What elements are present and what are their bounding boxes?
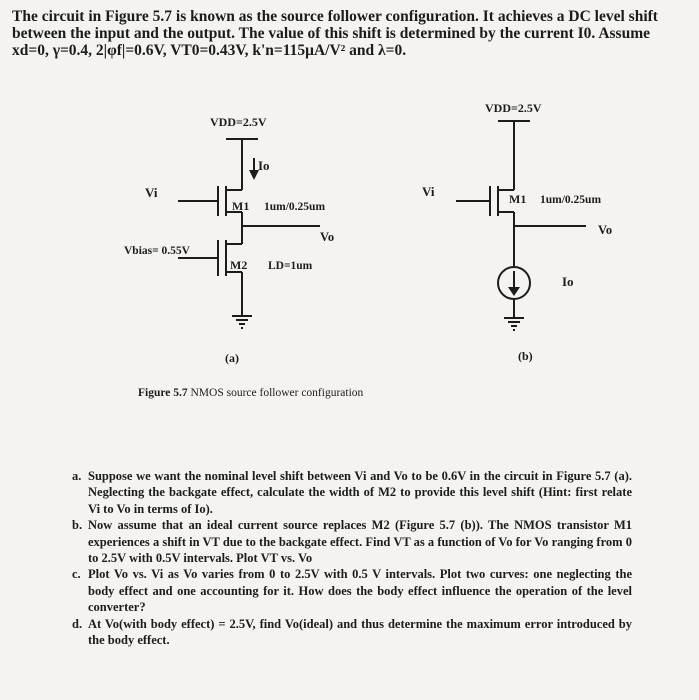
question-letter: b. [72, 518, 83, 533]
current-source-icon [498, 267, 530, 318]
vbias-label: Vbias= 0.55V [124, 245, 190, 257]
io-label-a: Io [258, 158, 270, 173]
ground-icon-b [504, 318, 524, 330]
question-c [72, 566, 632, 615]
m1-transistor-b [456, 176, 514, 266]
m1-size-label-b: 1um/0.25um [540, 194, 602, 206]
vo-label-a: Vo [320, 230, 335, 244]
question-text: Suppose we want the nominal level shift between Vi and Vo to be 0.6V in the circuit in Figure 5.7 (a). Neglecting the backgate effect, calculate the width of M2 to provide this level shift (Hint: first relate Vi to Vo in terms of Io). [88, 469, 632, 516]
question-text: Plot Vo vs. Vi as Vo varies from 0 to 2.5V with 0.5 V intervals. Plot two curves: one neglecting the body effect and one accounting for it. How does the body effect influence the operation of the level converter? [88, 567, 632, 615]
figure-caption [138, 387, 363, 399]
problem-intro: The circuit in Figure 5.7 is known as the source follower configuration. It achieves a DC level shift between the input and the output. The value of this shift is determined by the current I0. Assume xd=0, γ=0.4, 2|φf|=0.6V, VT0=0.43V, k'n=115μA/V² and λ=0. [12, 8, 658, 59]
question-letter: a. [72, 469, 82, 483]
figure-b-circuit [456, 121, 586, 330]
question-list [72, 468, 632, 648]
figure-b-sublabel: (b) [518, 349, 533, 363]
figure-a-sublabel: (a) [225, 351, 239, 365]
figure-a-circuit [178, 139, 320, 328]
question-text: Now assume that an ideal current source replaces M2 (Figure 5.7 (b)). The NMOS transistor M1 experiences a shift in VT due to the backgate effect. Find VT as a function of Vo for Vo ranging from 0 to 2.5V with 0.5V intervals. Plot VT vs. Vo [88, 518, 632, 566]
m1-label-b: M1 [509, 192, 527, 206]
vo-label-b: Vo [598, 223, 613, 237]
vdd-label-a: VDD=2.5V [210, 115, 267, 129]
vdd-label-b: VDD=2.5V [485, 101, 542, 115]
m1-size-label-a: 1um/0.25um [264, 201, 326, 213]
io-label-b: Io [562, 274, 574, 289]
question-a [72, 468, 632, 517]
question-letter: c. [72, 567, 81, 582]
ground-icon-a [232, 316, 252, 328]
m2-size-label: LD=1um [268, 260, 313, 272]
vi-label-a: Vi [145, 185, 158, 200]
caption-label: Figure 5.7 [138, 387, 188, 399]
vi-label-b: Vi [422, 184, 435, 199]
question-letter: d. [72, 616, 83, 631]
question-text: At Vo(with body effect) = 2.5V, find Vo(ideal) and thus determine the maximum error introduced by the body effect. [88, 616, 632, 648]
question-d [72, 616, 632, 649]
caption-text: NMOS source follower configuration [190, 387, 364, 399]
m1-label-a: M1 [232, 199, 250, 213]
question-b [72, 517, 632, 566]
m2-label-a: M2 [230, 258, 248, 272]
